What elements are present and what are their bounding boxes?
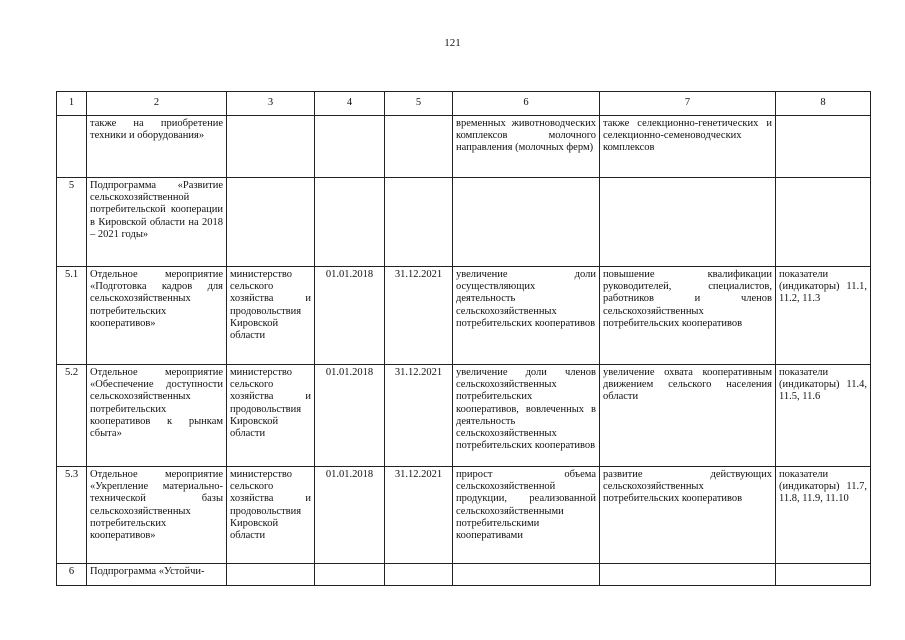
column-header: 3 (227, 92, 315, 116)
event-name: Отдельное мероприятие «Обеспечение доступности сельскохозяйственных потребительских кооперативов к рынкам сбыта» (87, 365, 227, 467)
table-row (57, 267, 871, 365)
indicators (776, 564, 871, 586)
row-number: 5 (57, 178, 87, 267)
indicators: показатели (индикаторы) 11.1, 11.2, 11.3 (776, 267, 871, 365)
subprogram-name: Подпрограмма «Развитие сельскохозяйственной потребительской кооперации в Кировской области на 2018 – 2021 годы» (87, 178, 227, 267)
table-row (57, 467, 871, 564)
table-row (57, 564, 871, 586)
table-row (57, 178, 871, 267)
event-name: Отдельное мероприятие «Подготовка кадров для сельскохозяйственных потребительских кооперативов» (87, 267, 227, 365)
event-name: Отдельное мероприятие «Укрепление материально-технической базы сельскохозяйственных потребительских кооперативов» (87, 467, 227, 564)
expected-effect: прирост объема сельскохозяйственной продукции, реализованной сельскохозяйственными потребительскими кооперативами (453, 467, 600, 564)
row-number: 5.3 (57, 467, 87, 564)
table-row (57, 116, 871, 178)
expected-effect (453, 564, 600, 586)
link-with-indicators: также селекционно-генетических и селекционно-семеноводческих комплексов (600, 116, 776, 178)
indicators: показатели (индикаторы) 11.7, 11.8, 11.9, 11.10 (776, 467, 871, 564)
link-with-indicators: развитие действующих сельскохозяйственных потребительских кооперативов (600, 467, 776, 564)
row-number: 6 (57, 564, 87, 586)
expected-effect (453, 178, 600, 267)
start-date: 01.01.2018 (315, 365, 385, 467)
start-date (315, 116, 385, 178)
indicators (776, 178, 871, 267)
executor: министерство сельского хозяйства и продовольствия Кировской области (227, 467, 315, 564)
column-header: 8 (776, 92, 871, 116)
row-number (57, 116, 87, 178)
end-date (385, 116, 453, 178)
subprogram-name: Подпрограмма «Устойчи- (87, 564, 227, 586)
link-with-indicators (600, 178, 776, 267)
column-header: 6 (453, 92, 600, 116)
start-date (315, 178, 385, 267)
expected-effect: увеличение доли осуществляющих деятельность сельскохозяйственных потребительских кооперативов (453, 267, 600, 365)
event-name: также на приобретение техники и оборудования» (87, 116, 227, 178)
executor: министерство сельского хозяйства и продовольствия Кировской области (227, 365, 315, 467)
end-date (385, 564, 453, 586)
row-number: 5.1 (57, 267, 87, 365)
expected-effect: временных животноводческих комплексов молочного направления (молочных ферм) (453, 116, 600, 178)
row-number: 5.2 (57, 365, 87, 467)
end-date: 31.12.2021 (385, 365, 453, 467)
executor: министерство сельского хозяйства и продовольствия Кировской области (227, 267, 315, 365)
end-date: 31.12.2021 (385, 267, 453, 365)
executor (227, 116, 315, 178)
column-header: 2 (87, 92, 227, 116)
indicators: показатели (индикаторы) 11.4, 11.5, 11.6 (776, 365, 871, 467)
executor (227, 564, 315, 586)
table-row (57, 365, 871, 467)
program-table (56, 91, 871, 586)
page-number: 121 (444, 37, 461, 49)
start-date: 01.01.2018 (315, 267, 385, 365)
start-date (315, 564, 385, 586)
link-with-indicators: повышение квалификации руководителей, специалистов, работников и членов сельскохозяйственных потребительских кооперативов (600, 267, 776, 365)
end-date (385, 178, 453, 267)
indicators (776, 116, 871, 178)
column-header: 1 (57, 92, 87, 116)
link-with-indicators (600, 564, 776, 586)
end-date: 31.12.2021 (385, 467, 453, 564)
column-header: 5 (385, 92, 453, 116)
start-date: 01.01.2018 (315, 467, 385, 564)
column-header: 7 (600, 92, 776, 116)
column-header: 4 (315, 92, 385, 116)
executor (227, 178, 315, 267)
link-with-indicators: увеличение охвата кооперативным движением сельского населения области (600, 365, 776, 467)
table-header-row (57, 92, 871, 116)
expected-effect: увеличение доли членов сельскохозяйственных потребительских кооперативов, вовлеченных в деятельность сельскохозяйственных потребительских кооперативов (453, 365, 600, 467)
